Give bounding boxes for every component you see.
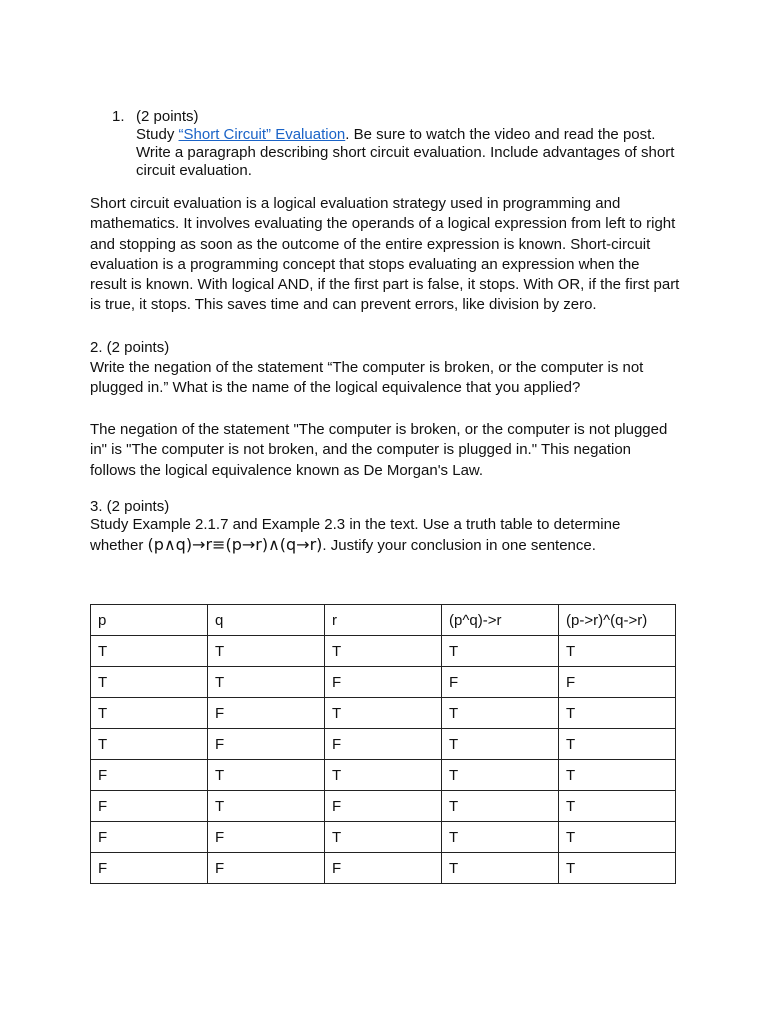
truth-table-cell: F [208,853,325,884]
truth-table-cell: T [442,822,559,853]
question-1-number: 1. [112,108,125,125]
truth-table-cell: F [325,853,442,884]
truth-table-cell: T [325,636,442,667]
truth-table-cell: T [91,698,208,729]
truth-table-cell: T [325,760,442,791]
question-1-body [136,108,682,180]
truth-table-cell: T [325,822,442,853]
logical-formula: (p∧q)→r≡(p→r)∧(q→r) [147,535,323,554]
truth-table-header-cell: (p->r)^(q->r) [559,605,676,636]
truth-table-row [91,698,676,729]
question-3-prompt-suffix: . Justify your conclusion in one sentence. [322,537,596,554]
truth-table-cell: F [442,667,559,698]
question-1-points: (2 points) [136,108,199,125]
truth-table-cell: T [208,760,325,791]
question-3-prompt-line-2 [90,535,680,556]
question-3-heading: 3. (2 points) [90,498,170,515]
truth-table-cell: T [208,791,325,822]
truth-table-cell: T [442,791,559,822]
truth-table-cell: F [325,791,442,822]
question-1-instruction: Write a paragraph describing short circuit evaluation. Include advantages of short circuit evaluation. [136,144,675,179]
truth-table-cell: T [442,760,559,791]
truth-table-cell: F [325,729,442,760]
truth-table-header-cell: q [208,605,325,636]
short-circuit-evaluation-link[interactable]: “Short Circuit” Evaluation [178,126,346,143]
truth-table-cell: F [91,822,208,853]
truth-table-row [91,667,676,698]
question-2-prompt: Write the negation of the statement “The computer is broken, or the computer is not plugged in.” What is the name of the logical equivalence that you applied? [90,359,644,397]
question-1-answer: Short circuit evaluation is a logical evaluation strategy used in programming and mathematics. It involves evaluating the operands of a logical expression from left to right and stopping as soon as the outcome of the entire expression is known. Short-circuit evaluation is a programming concept that stops evaluating an expression when the result is known. With logical AND, if the first part is false, it stops. With OR, if the first part is true, it stops. This saves time and can prevent errors, like division by zero. [90,195,680,314]
truth-table-header-cell: (p^q)->r [442,605,559,636]
truth-table-cell: T [91,636,208,667]
truth-table-body [91,605,676,884]
truth-table-cell: F [91,760,208,791]
truth-table-cell: T [559,853,676,884]
truth-table-cell: T [91,729,208,760]
truth-table-cell: T [559,791,676,822]
truth-table-cell: T [442,853,559,884]
truth-table-row [91,729,676,760]
truth-table-row [91,791,676,822]
truth-table-row [91,853,676,884]
truth-table-cell: T [208,667,325,698]
truth-table-cell: T [442,698,559,729]
truth-table-row [91,822,676,853]
truth-table-header-cell: r [325,605,442,636]
question-2-heading: 2. (2 points) [90,339,170,356]
truth-table-cell: T [559,698,676,729]
truth-table-cell: T [325,698,442,729]
truth-table-cell: F [208,729,325,760]
truth-table-cell: T [442,729,559,760]
question-3-prompt-prefix: whether [90,537,148,554]
truth-table-cell: F [208,822,325,853]
truth-table-cell: T [442,636,559,667]
truth-table-cell: F [208,698,325,729]
truth-table-cell: T [559,729,676,760]
question-1-study-prefix: Study [136,126,179,143]
truth-table-row [91,760,676,791]
truth-table-cell: F [325,667,442,698]
question-3-prompt-line-1: Study Example 2.1.7 and Example 2.3 in the text. Use a truth table to determine [90,516,621,533]
truth-table [90,604,676,884]
truth-table-row [91,636,676,667]
truth-table-header-cell: p [91,605,208,636]
truth-table-header-row [91,605,676,636]
truth-table-cell: T [559,636,676,667]
truth-table-cell: F [91,791,208,822]
truth-table-cell: F [91,853,208,884]
question-1 [112,108,682,180]
truth-table-cell: T [559,822,676,853]
truth-table-cell: T [91,667,208,698]
question-2-answer: The negation of the statement "The computer is broken, or the computer is not plugged in" is "The computer is not broken, and the computer is plugged in." This negation follows the logical equivalence known as De Morgan's Law. [90,421,668,479]
truth-table-cell: T [208,636,325,667]
truth-table-cell: F [559,667,676,698]
question-1-study-line [136,126,682,144]
question-1-study-suffix: . Be sure to watch the video and read the post. [345,126,656,143]
truth-table-cell: T [559,760,676,791]
